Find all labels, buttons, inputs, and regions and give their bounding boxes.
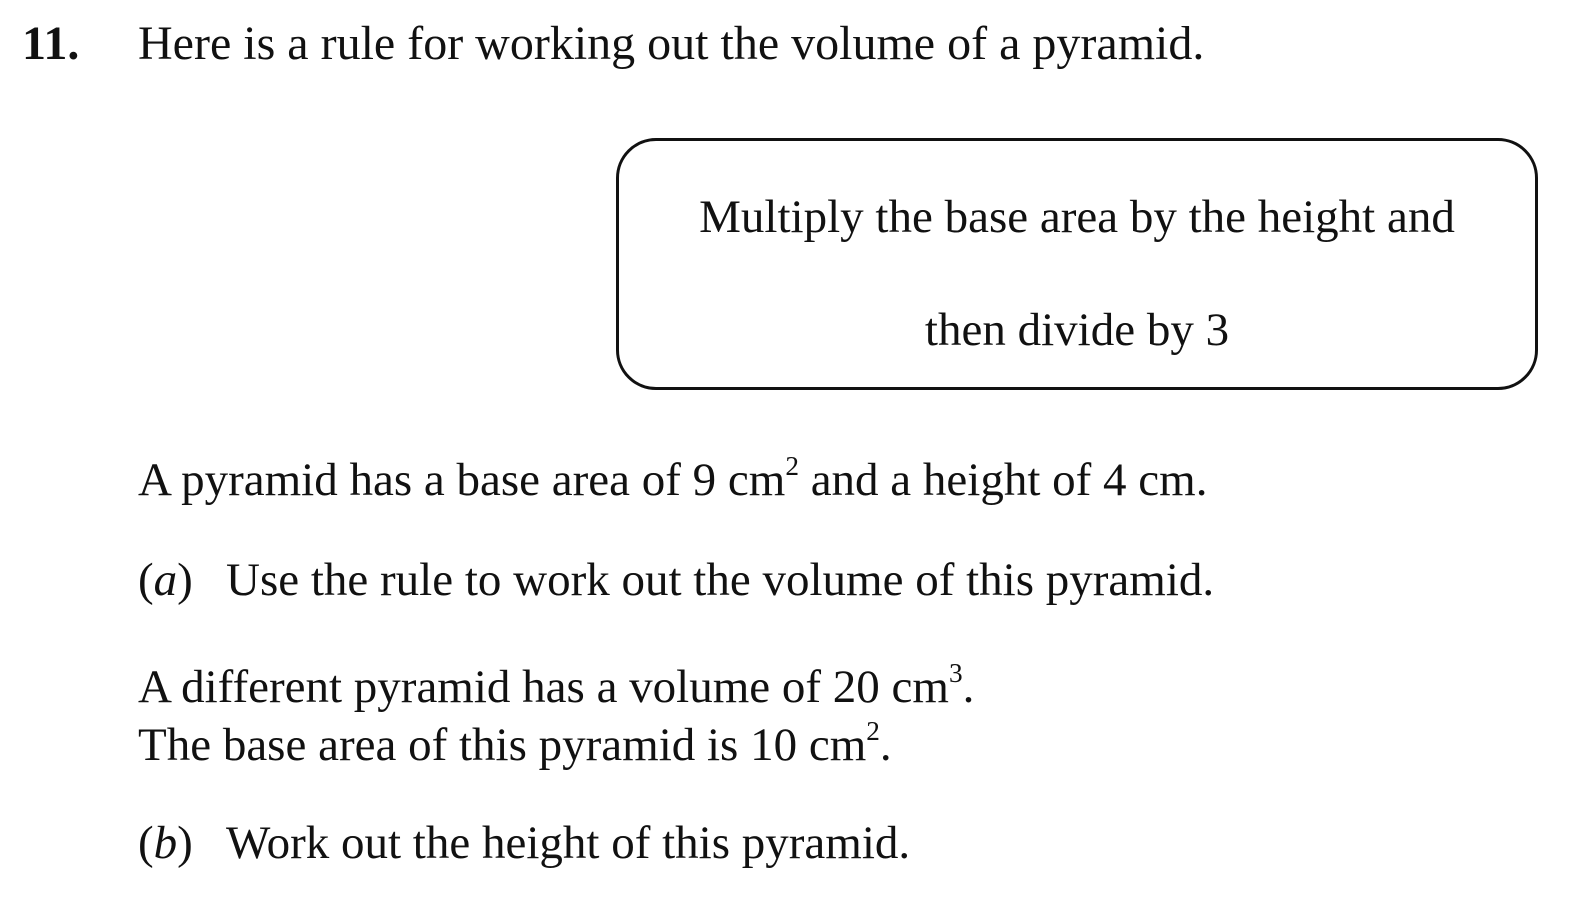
part-a-label (138, 551, 226, 609)
part-b-open-paren: ( (138, 817, 154, 869)
pyramid-1-statement (138, 451, 1207, 515)
part-a-text: Use the rule to work out the volume of this pyramid. (226, 554, 1215, 606)
question-number: 11. (22, 17, 80, 70)
part-b-letter: b (153, 817, 178, 869)
pyramid-1-text-b: and a height of 4 cm. (798, 454, 1208, 506)
rule-box (616, 138, 1538, 390)
pyramid-2-line-1-superscript: 3 (948, 658, 963, 689)
part-b-label (138, 814, 226, 872)
pyramid-2-line-1-a: A different pyramid has a volume of 20 cm (138, 661, 949, 713)
part-a-close-paren: ) (177, 554, 193, 606)
pyramid-2-line-2-b: . (879, 719, 892, 771)
rule-line-1: Multiply the base area by the height and (699, 191, 1455, 243)
part-b-text: Work out the height of this pyramid. (226, 817, 911, 869)
pyramid-2-line-1-b: . (962, 661, 975, 713)
part-a-question (138, 551, 1214, 609)
pyramid-2-line-2-a: The base area of this pyramid is 10 cm (138, 719, 867, 771)
pyramid-2-base-area (138, 716, 892, 780)
part-a-open-paren: ( (138, 554, 154, 606)
part-b-close-paren: ) (177, 817, 193, 869)
pyramid-1-text-a: A pyramid has a base area of 9 cm (138, 454, 786, 506)
pyramid-2-volume (138, 658, 974, 722)
pyramid-2-line-2-superscript: 2 (866, 716, 880, 747)
pyramid-1-superscript: 2 (785, 451, 799, 482)
part-b-question (138, 814, 910, 872)
question-intro: Here is a rule for working out the volume of a pyramid. (138, 17, 1205, 70)
rule-line-2: then divide by 3 (924, 304, 1230, 356)
part-a-letter: a (153, 554, 178, 606)
